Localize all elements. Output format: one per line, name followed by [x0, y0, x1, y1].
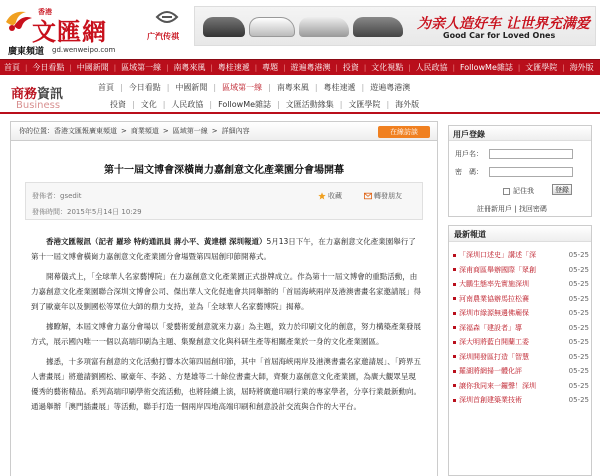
subnav-separator: | [166, 83, 170, 92]
login-button[interactable]: 登錄 [552, 184, 572, 195]
remember-label: 記住我 [513, 187, 534, 195]
share-button[interactable] [364, 191, 402, 201]
subnav-item-cppcc[interactable]: 人民政協 [171, 100, 204, 109]
bullet-icon [453, 370, 456, 373]
article-paragraph-text: 5月13日下午，在力嘉創意文化產業園舉行了第十一屆文博會橫崗力嘉創意文化產業園分會場暨第四屆創印節開幕式。 [31, 237, 416, 261]
subnav-item-yuegui[interactable]: 粵桂速遞 [323, 83, 356, 92]
news-date: 05-25 [568, 323, 589, 332]
nav-separator: | [408, 63, 411, 72]
nav-separator: | [517, 63, 521, 72]
subnav-item-travel[interactable]: 遊遍粵港澳 [370, 83, 411, 92]
nav-separator: | [452, 63, 455, 72]
nav-item-region[interactable]: 區域第一線 [121, 63, 162, 72]
news-link[interactable]: 深圳首創建築業技術 [459, 396, 522, 405]
news-date: 05-25 [568, 251, 589, 260]
subnav-item-academy[interactable]: 文匯學院 [348, 100, 381, 109]
news-date: 05-25 [568, 367, 589, 376]
list-item[interactable] [453, 393, 589, 408]
bullet-icon [453, 355, 456, 358]
subnav-item-culture[interactable]: 文化 [140, 100, 157, 109]
nav-separator: | [335, 63, 338, 72]
list-item[interactable] [453, 292, 589, 307]
nav-item-special[interactable]: 專題 [262, 63, 279, 72]
article-body [31, 234, 423, 419]
nav-separator: | [166, 63, 169, 72]
bullet-icon [453, 399, 456, 402]
subnav-item-china[interactable]: 中國新聞 [175, 83, 208, 92]
nav-separator: | [562, 63, 565, 72]
news-date: 05-25 [568, 265, 589, 274]
article-paragraph-text: 據瞭解，本屆文博會力嘉分會場以「愛藝術愛創意就來力嘉」為主題，致力於印刷文化的創意，努力構築產業發展方式，展示國內唯一一個以高端印刷為主題、集聚創意文化與科研生產等相關產業於一身的文化產業園區。 [31, 322, 421, 346]
subnav-row-2 [98, 98, 419, 111]
gac-logo-icon [155, 9, 179, 25]
nav-item-cppcc[interactable]: 人民政協 [415, 63, 448, 72]
news-link[interactable]: 羅湖將網掃一體化評 [459, 367, 522, 376]
subnav-item-today[interactable]: 今日看點 [128, 83, 161, 92]
latest-news-title: 最新報道 [449, 226, 591, 242]
nav-separator: | [69, 63, 72, 72]
subnav-separator: | [213, 83, 217, 92]
list-item[interactable] [453, 277, 589, 292]
breadcrumb-label: 你的位置： [19, 127, 54, 135]
list-item[interactable] [453, 364, 589, 379]
username-input[interactable] [489, 149, 573, 159]
list-item[interactable] [453, 263, 589, 278]
login-panel [448, 125, 592, 217]
subnav-item-region[interactable]: 區域第一線 [222, 83, 263, 92]
remember-me[interactable] [503, 186, 534, 196]
site-logo[interactable] [4, 6, 116, 57]
breadcrumb-item: 詳細內容 [221, 127, 250, 135]
breadcrumb-separator: > [121, 127, 127, 135]
nav-item-yuegui[interactable]: 粵桂速遞 [217, 63, 250, 72]
bullet-icon [453, 254, 456, 257]
article-paragraph [31, 269, 423, 314]
nav-item-overseas[interactable]: 海外版 [569, 63, 594, 72]
nav-item-south[interactable]: 南粵來風 [173, 63, 206, 72]
subnav-row-1 [98, 81, 410, 94]
share-label: 轉發朋友 [374, 192, 402, 200]
list-item[interactable] [453, 379, 589, 394]
nav-separator: | [363, 63, 367, 72]
nav-separator: | [113, 63, 117, 72]
nav-item-travel[interactable]: 遊遍粵港澳 [290, 63, 331, 72]
subnav-separator: | [162, 100, 166, 109]
article-paragraph [31, 354, 423, 414]
forgot-password-link[interactable]: 找回密碼 [518, 205, 547, 213]
subnav-separator: | [268, 83, 271, 92]
password-row [455, 167, 573, 177]
subnav-item-followme[interactable]: FollowMe雜誌 [218, 100, 272, 109]
section-title-en: Business [16, 100, 61, 111]
gac-sponsor-logo[interactable] [141, 9, 191, 43]
gac-label: 广汽传祺 [147, 32, 179, 41]
subnav-separator: | [132, 100, 135, 109]
register-link[interactable]: 註冊新用戶 [477, 205, 512, 213]
list-item[interactable] [453, 321, 589, 336]
breadcrumb [11, 122, 437, 141]
nav-item-home[interactable]: 首頁 [4, 63, 20, 72]
logo-small-text: 香港 [38, 8, 52, 16]
star-icon [318, 192, 326, 200]
bullet-icon [453, 326, 456, 329]
article-paragraph [31, 234, 423, 264]
news-link[interactable]: 深大明將藍白開蘭工委 [459, 338, 529, 347]
news-date: 05-25 [568, 396, 589, 405]
subnav-item-overseas[interactable]: 海外版 [395, 100, 420, 109]
subnav-item-home[interactable]: 首頁 [98, 83, 114, 92]
news-date: 05-25 [568, 309, 589, 318]
news-link[interactable]: 深圳開發區打造「智慧 [459, 352, 529, 361]
subnav-item-events[interactable]: 文匯活動緣集 [285, 100, 334, 109]
login-title: 用戶登錄 [449, 126, 591, 141]
link-separator: | [514, 205, 519, 213]
password-label: 密 碼： [455, 168, 483, 176]
news-link[interactable]: 河南農業協辦馬拉松賽 [459, 294, 529, 303]
username-label: 用戶名： [455, 150, 483, 158]
subnav-separator: | [277, 100, 280, 109]
article-paragraph-text: 開幕儀式上，「全球華人名家藝博院」在力嘉創意文化產業園正式掛牌成立。作為第十一屆文博會的重點活動，由力嘉創意文化產業園聯合深圳文博會公司、傑出華人文化促進會共同舉辦的「首屆海峽兩岸及港澳書畫名家邀請展」得到了歐豪年以及劉國松等眾位大師的鼎力支持，並為「全球華人名家藝博院」揭幕。 [31, 272, 421, 311]
favorite-label: 收藏 [328, 192, 342, 200]
article-author: 發佈者：gsedit [32, 192, 82, 200]
section-title-rest: 資訊 [37, 87, 64, 102]
nav-separator: | [254, 63, 258, 72]
ad-banner[interactable] [194, 6, 596, 46]
bullet-icon [453, 312, 456, 315]
list-item[interactable] [453, 335, 589, 350]
nav-separator: | [25, 63, 28, 72]
news-date: 05-25 [568, 294, 589, 303]
subnav-separator: | [339, 100, 343, 109]
article-title: 第十一屆文博會深橫崗力嘉創意文化產業園分會場開幕 [104, 165, 344, 176]
article-panel [10, 121, 438, 476]
car-image [353, 17, 403, 37]
article-lead: 香港文匯報訊（記者 羅珍 特約通訊員 蔣小平、黃達標 深圳報道） [46, 237, 267, 246]
news-link[interactable]: 譲你我同來一鑼聲！深圳 [459, 381, 536, 390]
nav-item-culture[interactable]: 文化視點 [371, 63, 404, 72]
subnav-separator: | [361, 83, 365, 92]
site-url: gd.wenweipo.com [52, 46, 116, 54]
nav-item-academy[interactable]: 文匯學院 [525, 63, 558, 72]
subnav-separator: | [386, 100, 390, 109]
article-paragraph-text: 據悉，十多項富有創意的文化活動打響本次第四屆創印節，其中「首屆海峽兩岸及港澳書畫名家邀請展」、「跨界五人書畫展」將邀請劉國松、歐豪年、李銘 、方楚雄等二十餘位書畫大師，齊聚力嘉創意文化產業園，為廣大觀眾呈現優秀的藝術精品。系列高端印刷學術交流活動，也將陸續上演，屆時將廣邀印刷行業的專家學者，分享行業最新動向。通過舉辦「澳門插畫展」等活動，聯手打造一個兩岸四地高端印刷和創意設計交流與合作的大平台。 [31, 357, 421, 411]
breadcrumb-separator: > [162, 127, 169, 135]
share-icon [364, 192, 372, 200]
site-header [0, 0, 600, 59]
subnav-item-south[interactable]: 南粵來風 [276, 83, 309, 92]
nav-item-followme[interactable]: FollowMe雜誌 [459, 63, 513, 72]
subnav-item-invest[interactable]: 投資 [110, 100, 126, 109]
car-image [203, 17, 245, 37]
news-date: 05-25 [568, 381, 589, 390]
news-link[interactable]: 深甫商區舉辦國際「眾創 [459, 265, 536, 274]
subnav-separator: | [120, 83, 123, 92]
article-meta [25, 182, 423, 220]
register-links [477, 204, 547, 214]
list-item[interactable] [453, 248, 589, 263]
breadcrumb-separator: > [211, 127, 218, 135]
channel-name: 廣東頻道 [8, 47, 45, 57]
latest-news-panel [448, 225, 592, 476]
article-paragraph [31, 319, 423, 349]
remember-checkbox[interactable] [503, 188, 510, 195]
news-date: 05-25 [568, 352, 589, 361]
car-image [299, 17, 349, 37]
section-title-red: 商務 [11, 87, 38, 102]
list-item[interactable] [453, 350, 589, 365]
nav-item-today[interactable]: 今日看點 [32, 63, 65, 72]
article-time: 發佈時間：2015年5月14日 10:29 [32, 208, 142, 216]
news-date: 05-25 [568, 280, 589, 289]
nav-item-china-news[interactable]: 中國新聞 [76, 63, 109, 72]
news-link[interactable]: 大鵬生態率先實施深圳 [459, 280, 529, 289]
logo-emblem-icon [4, 8, 34, 34]
online-interview-button[interactable]: 在線訪談 [378, 126, 430, 138]
password-input[interactable] [489, 167, 573, 177]
logo-text: 文匯網 [32, 17, 107, 46]
subnav-separator: | [314, 83, 318, 92]
list-item[interactable] [453, 306, 589, 321]
breadcrumb-item[interactable]: 區域第一線 [172, 127, 208, 135]
news-date: 05-25 [568, 338, 589, 347]
breadcrumb-item[interactable]: 商業頻道 [130, 127, 159, 135]
bullet-icon [453, 341, 456, 344]
ad-slogan-en: Good Car for Loved Ones [443, 31, 556, 40]
news-link[interactable]: 「深圳口述史」講述「深 [459, 251, 536, 260]
news-link[interactable]: 深福森「建設者」導 [459, 323, 522, 332]
favorite-button[interactable] [318, 191, 342, 201]
nav-separator: | [283, 63, 286, 72]
subnav-separator: | [209, 100, 213, 109]
breadcrumb-item[interactable]: 香港文匯報廣東頻道 [54, 127, 117, 135]
nav-item-invest[interactable]: 投資 [342, 63, 359, 72]
car-image [249, 17, 295, 37]
username-row [455, 149, 573, 159]
news-link[interactable]: 深圳市綠源無邊佛廟保 [459, 309, 529, 318]
main-nav [0, 59, 600, 75]
ad-slogan: 为亲人造好车 让世界充满爱 [417, 16, 590, 32]
nav-separator: | [210, 63, 213, 72]
bullet-icon [453, 384, 456, 387]
section-subnav [0, 78, 600, 114]
bullet-icon [453, 283, 456, 286]
latest-news-list [453, 248, 589, 408]
bullet-icon [453, 297, 456, 300]
bullet-icon [453, 268, 456, 271]
